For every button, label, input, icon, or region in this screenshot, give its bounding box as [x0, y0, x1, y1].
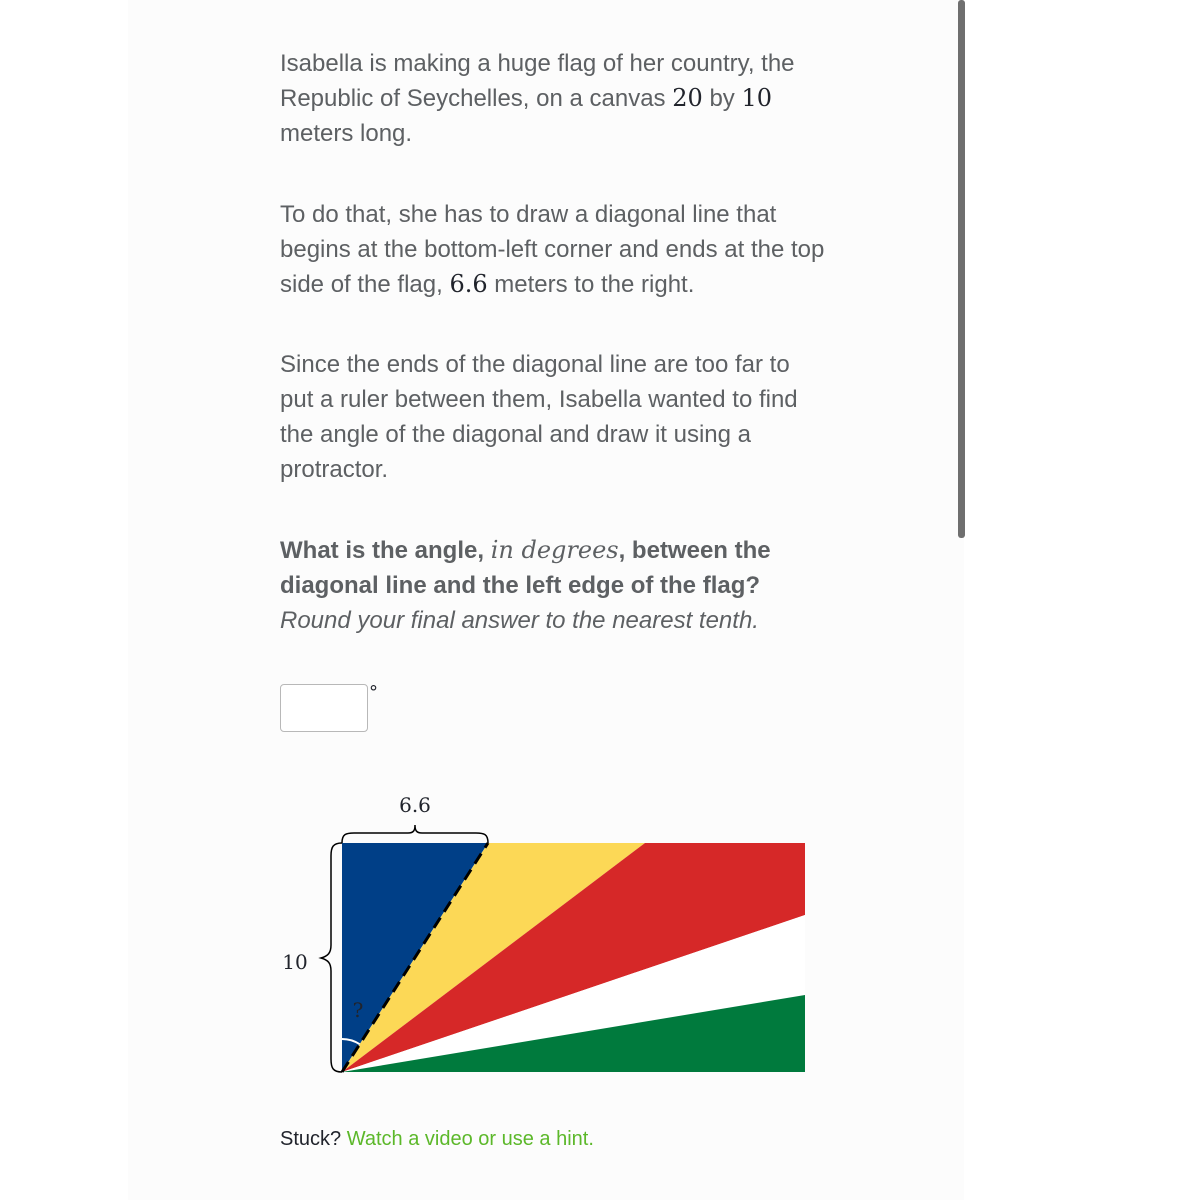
- canvas-width-value: 20: [672, 84, 703, 112]
- left-brace: [321, 843, 342, 1072]
- top-brace: [342, 825, 488, 843]
- problem-paragraph-1: Isabella is making a huge flag of her country, the Republic of Seychelles, on a canvas 20 by 10 meters long.: [280, 50, 795, 147]
- problem-paragraph-3: Since the ends of the diagonal line are too far to put a ruler between them, Isabella wanted to find the angle of the diagonal and draw it using a protractor.: [280, 351, 798, 483]
- rounding-instruction: Round your final answer to the nearest tenth.: [280, 607, 759, 634]
- angle-question-label: ?: [352, 998, 364, 1022]
- degree-symbol: °: [369, 682, 378, 703]
- offset-value: 6.6: [449, 270, 488, 298]
- answer-input[interactable]: [280, 684, 368, 732]
- stuck-help: [280, 1125, 594, 1153]
- top-length-label: 6.6: [399, 793, 431, 817]
- question-text: What is the angle, in degrees, between the diagonal line and the left edge of the flag? Round your final answer to the nearest tenth.: [280, 536, 771, 634]
- side-length-label: 10: [282, 950, 308, 974]
- question-units: in degrees: [490, 536, 619, 564]
- problem-paragraph-2: To do that, she has to draw a diagonal line that begins at the bottom-left corner and ends at the top side of the flag, 6.6 meters to the right.: [280, 201, 825, 298]
- seychelles-flag-figure: [270, 780, 830, 1090]
- hint-link[interactable]: Watch a video or use a hint.: [346, 1128, 594, 1150]
- scrollbar[interactable]: [958, 0, 965, 538]
- stuck-label: Stuck?: [280, 1128, 342, 1150]
- canvas-height-value: 10: [741, 84, 773, 112]
